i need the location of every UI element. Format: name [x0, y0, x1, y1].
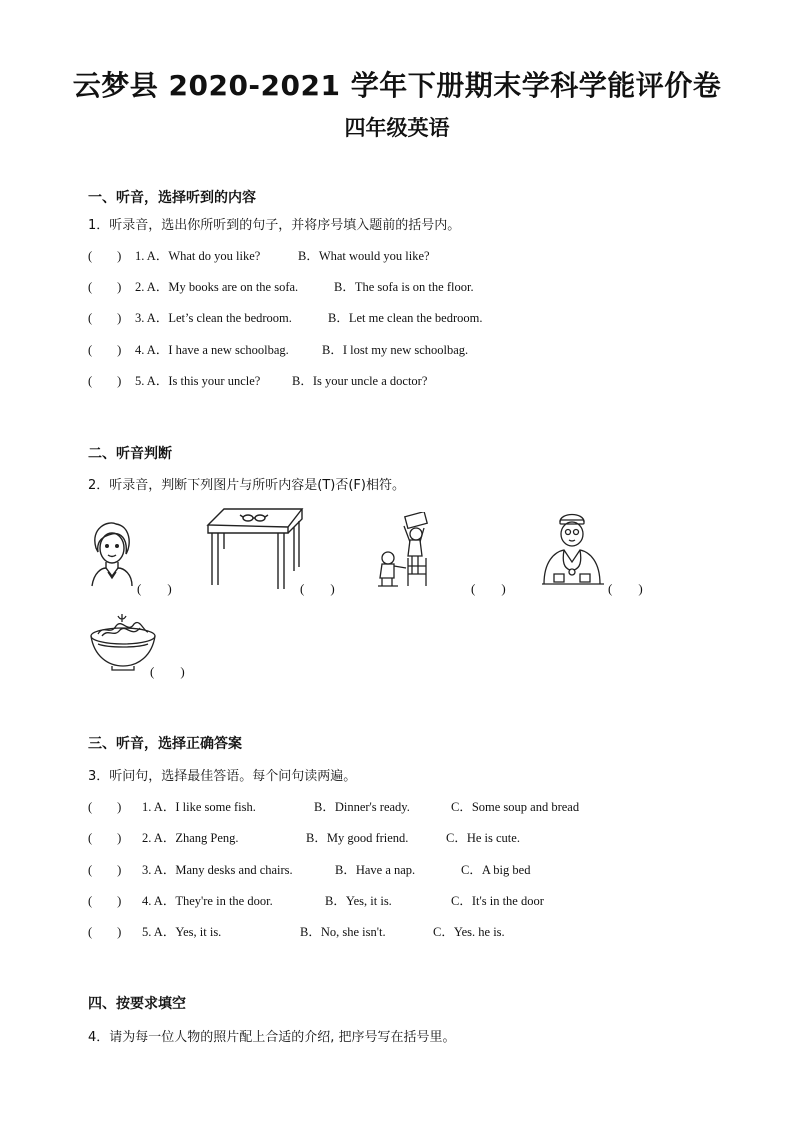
picture4-answer-paren[interactable]: ( ): [608, 581, 643, 596]
answer-paren[interactable]: ( ): [88, 831, 122, 845]
section1-heading: 一、听音，选择听到的内容: [88, 190, 256, 206]
picture2-answer-paren[interactable]: ( ): [300, 581, 335, 596]
option-a: 5. A．Is this your uncle?: [135, 374, 261, 388]
option-a: 4. A．They're in the door.: [142, 894, 273, 908]
answer-paren[interactable]: ( ): [88, 374, 122, 388]
answer-paren[interactable]: ( ): [88, 894, 122, 908]
option-b: B．Let me clean the bedroom.: [328, 311, 483, 325]
option-b: B．The sofa is on the floor.: [334, 280, 474, 294]
section2-heading: 二、听音判断: [88, 446, 172, 462]
option-a: 5. A．Yes, it is.: [142, 925, 222, 939]
option-a: 1. A．What do you like?: [135, 249, 261, 263]
picture1-answer-paren[interactable]: ( ): [137, 581, 172, 596]
option-b: B．I lost my new schoolbag.: [322, 343, 469, 357]
option-a: 2. A．Zhang Peng.: [142, 831, 239, 845]
answer-paren[interactable]: ( ): [88, 280, 122, 294]
page-title: 云梦县 2020-2021 学年下册期末学科学能评价卷: [72, 69, 722, 102]
answer-paren[interactable]: ( ): [88, 863, 122, 877]
children-on-ladder-icon: [374, 512, 436, 588]
page-subtitle: 四年级英语: [344, 116, 450, 140]
noodle-bowl-icon: [88, 612, 158, 672]
answer-paren[interactable]: ( ): [88, 800, 122, 814]
option-a: 2. A．My books are on the sofa.: [135, 280, 299, 294]
option-a: 1. A．I like some fish.: [142, 800, 256, 814]
option-b: B．Have a nap.: [335, 863, 416, 877]
section4-heading: 四、按要求填空: [88, 996, 186, 1012]
picture3-answer-paren[interactable]: ( ): [471, 581, 506, 596]
option-a: 3. A．Many desks and chairs.: [142, 863, 293, 877]
option-b: B．Dinner's ready.: [314, 800, 410, 814]
option-b: B．Is your uncle a doctor?: [292, 374, 428, 388]
answer-paren[interactable]: ( ): [88, 343, 122, 357]
option-a: 3. A．Let’s clean the bedroom.: [135, 311, 292, 325]
table-with-glasses-icon: [202, 505, 304, 591]
option-c: C．He is cute.: [446, 831, 520, 845]
option-b: B．Yes, it is.: [325, 894, 392, 908]
option-a: 4. A．I have a new schoolbag.: [135, 343, 289, 357]
option-b: B．What would you like?: [298, 249, 430, 263]
answer-paren[interactable]: ( ): [88, 925, 122, 939]
section3-heading: 三、听音，选择正确答案: [88, 736, 242, 752]
answer-paren[interactable]: ( ): [88, 311, 122, 325]
option-b: B．No, she isn't.: [300, 925, 386, 939]
section3-instruction: 3．听问句，选择最佳答语。每个问句读两遍。: [88, 769, 357, 784]
section2-instruction: 2．听录音，判断下列图片与所听内容是(T)否(F)相符。: [88, 478, 405, 493]
answer-paren[interactable]: ( ): [88, 249, 122, 263]
option-b: B．My good friend.: [306, 831, 409, 845]
option-c: C．It's in the door: [451, 894, 544, 908]
picture5-answer-paren[interactable]: ( ): [150, 664, 185, 679]
option-c: C．A big bed: [461, 863, 531, 877]
section4-instruction: 4．请为每一位人物的照片配上合适的介绍, 把序号写在括号里。: [88, 1030, 456, 1045]
doctor-icon: [540, 508, 606, 588]
option-c: C．Some soup and bread: [451, 800, 580, 814]
woman-portrait-icon: [86, 518, 136, 588]
option-c: C．Yes. he is.: [433, 925, 505, 939]
section1-instruction: 1．听录音，选出你所听到的句子，并将序号填入题前的括号内。: [88, 218, 461, 233]
